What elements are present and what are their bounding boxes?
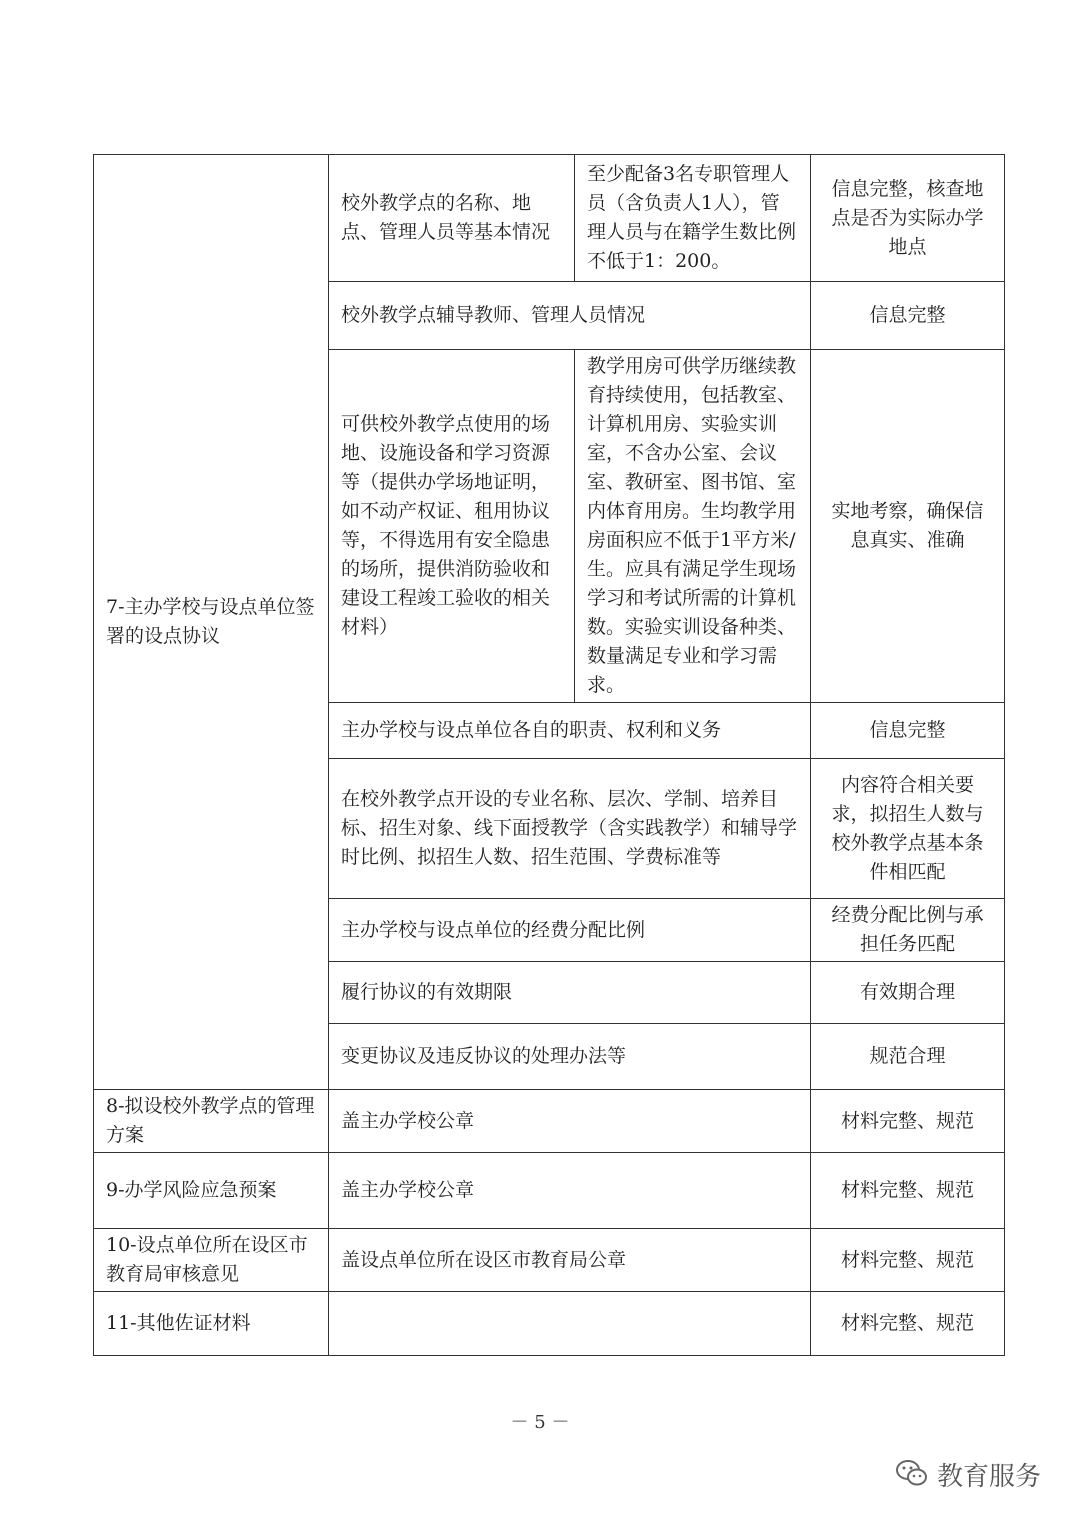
table-row <box>94 1292 1005 1356</box>
item-cell: 盖主办学校公章 <box>329 1153 811 1229</box>
check-cell: 信息完整 <box>811 703 1005 759</box>
item-cell: 履行协议的有效期限 <box>329 962 811 1024</box>
row-8-label: 8-拟设校外教学点的管理方案 <box>94 1090 329 1153</box>
item-cell: 主办学校与设点单位各自的职责、权利和义务 <box>329 703 811 759</box>
section-7-label: 7-主办学校与设点单位签署的设点协议 <box>94 155 329 1090</box>
check-cell: 信息完整 <box>811 282 1005 350</box>
watermark-text: 教育服务 <box>937 1462 1042 1492</box>
table-row <box>94 155 1005 282</box>
requirement-cell: 至少配备3名专职管理人员（含负责人1人），管理人员与在籍学生数比例不低于1：200。 <box>575 155 811 282</box>
check-cell: 规范合理 <box>811 1024 1005 1090</box>
table-row <box>94 1090 1005 1153</box>
requirements-table <box>93 154 1005 1356</box>
item-cell: 校外教学点的名称、地点、管理人员等基本情况 <box>329 155 575 282</box>
check-cell: 内容符合相关要求，拟招生人数与校外教学点基本条件相匹配 <box>811 759 1005 899</box>
check-cell: 实地考察，确保信息真实、准确 <box>811 350 1005 703</box>
check-cell: 材料完整、规范 <box>811 1229 1005 1292</box>
page-number: － 5 － <box>510 1412 570 1433</box>
check-cell: 有效期合理 <box>811 962 1005 1024</box>
item-cell: 主办学校与设点单位的经费分配比例 <box>329 899 811 962</box>
check-cell: 材料完整、规范 <box>811 1292 1005 1356</box>
check-cell: 材料完整、规范 <box>811 1153 1005 1229</box>
row-10-label: 10-设点单位所在设区市教育局审核意见 <box>94 1229 329 1292</box>
table-row <box>94 1229 1005 1292</box>
row-11-label: 11-其他佐证材料 <box>94 1292 329 1356</box>
check-cell: 材料完整、规范 <box>811 1090 1005 1153</box>
check-cell: 经费分配比例与承担任务匹配 <box>811 899 1005 962</box>
wechat-icon <box>895 1458 929 1492</box>
item-cell: 盖主办学校公章 <box>329 1090 811 1153</box>
check-cell: 信息完整，核查地点是否为实际办学地点 <box>811 155 1005 282</box>
watermark <box>895 1456 1041 1493</box>
item-cell: 在校外教学点开设的专业名称、层次、学制、培养目标、招生对象、线下面授教学（含实践教学）和辅导学时比例、拟招生人数、招生范围、学费标准等 <box>329 759 811 899</box>
row-9-label: 9-办学风险应急预案 <box>94 1153 329 1229</box>
item-cell: 盖设点单位所在设区市教育局公章 <box>329 1229 811 1292</box>
item-cell: 可供校外教学点使用的场地、设施设备和学习资源等（提供办学场地证明，如不动产权证、租用协议等，不得选用有安全隐患的场所，提供消防验收和建设工程竣工验收的相关材料） <box>329 350 575 703</box>
item-cell: 变更协议及违反协议的处理办法等 <box>329 1024 811 1090</box>
item-cell <box>329 1292 811 1356</box>
table-row <box>94 1153 1005 1229</box>
requirement-cell: 教学用房可供学历继续教育持续使用，包括教室、计算机用房、实验实训室，不含办公室、会议室、教研室、图书馆、室内体育用房。生均教学用房面积应不低于1平方米/生。应具有满足学生现场学习和考试所需的计算机数。实验实训设备种类、数量满足专业和学习需求。 <box>575 350 811 703</box>
item-cell: 校外教学点辅导教师、管理人员情况 <box>329 282 811 350</box>
